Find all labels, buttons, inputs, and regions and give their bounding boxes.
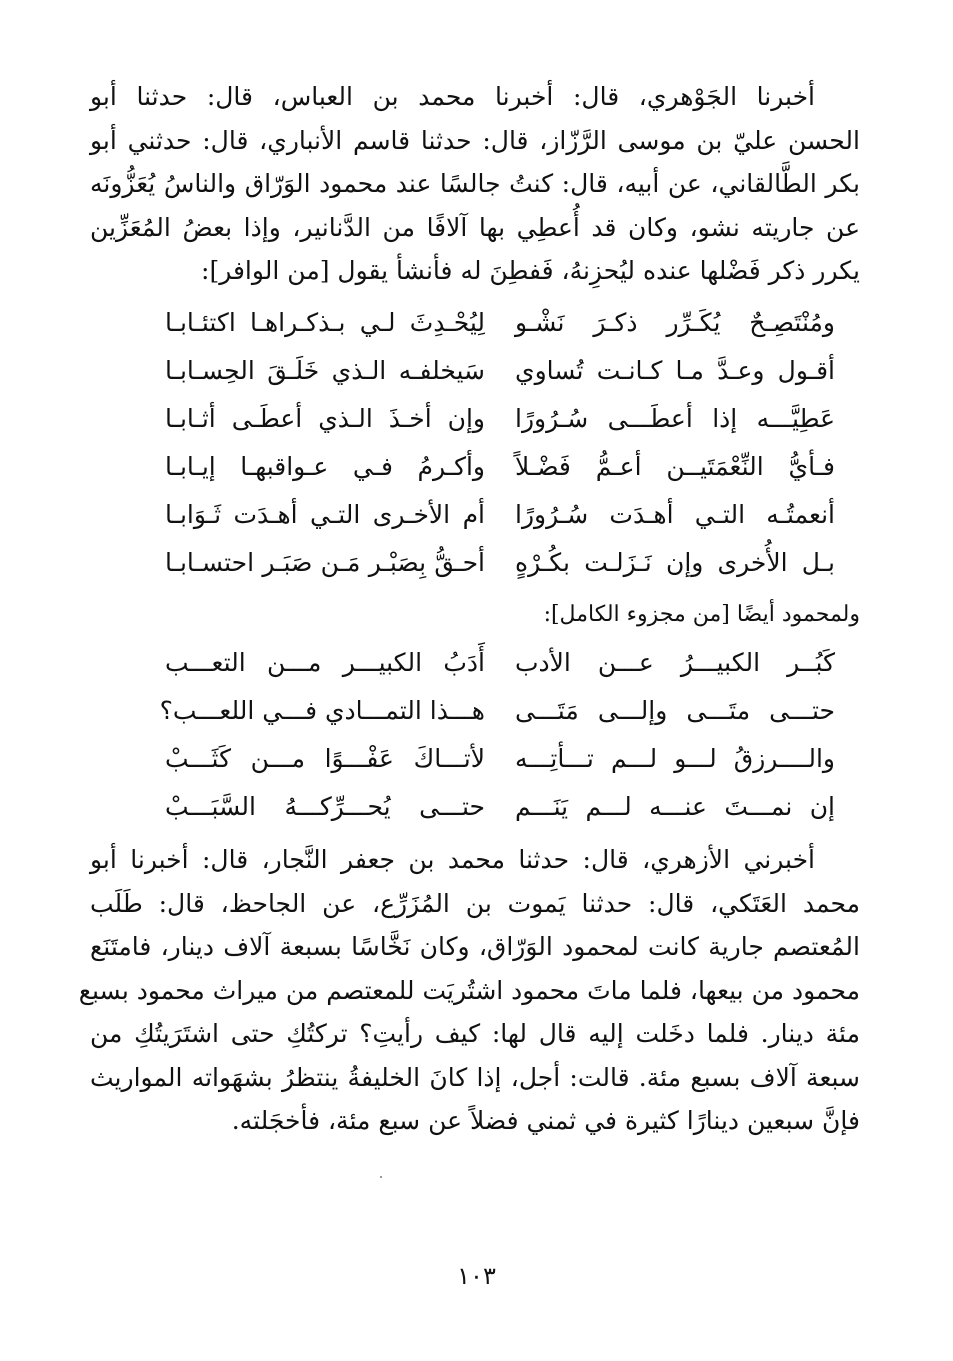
paragraph-1-line: يكرر ذكر فَضْلها عنده ليُحزِنهُ، فَفطِنَ له فأنشأ يقول [من الوافر]: xyxy=(201,256,860,285)
paragraph-1 xyxy=(90,75,860,293)
verse-second-hemistich: أم الأخـرى التـي أهـدَت ثَـوَابـا xyxy=(165,499,485,529)
verse-second-hemistich: وإن أخـذَ الـذي أعطَـى أثـابـا xyxy=(165,403,485,433)
paragraph-2-line: مئة دينار. فلما دخَلت إليه قال لها: كيف رأيتِ؟ تركتُكِ حتى اشتَرَيتُكِ من xyxy=(90,1019,860,1048)
verse-first-hemistich: فـأيُّ النِّعْمَتَيــن أعـمُّ فَضْـلاً xyxy=(515,451,835,481)
paragraph-2 xyxy=(78,838,860,1143)
verse-first-hemistich: أنعمتُـه التـي أهـدَت سُـرُورًا xyxy=(515,499,835,529)
poem-1 xyxy=(165,298,835,586)
verse xyxy=(165,442,835,490)
verse-second-hemistich: هـــذا التمـــادي فـــي اللعـــب؟ xyxy=(159,695,485,725)
verse-second-hemistich: أَدَبُ الكبيـــر مـــن التعـــب xyxy=(165,647,485,677)
paragraph-2-line: محمود من بيعها، فلما ماتَ محمود اشتُريَت للمعتصم من ميراث محمود بسبع xyxy=(78,975,860,1005)
verse-second-hemistich: حتـــى يُحـــرِّكـــهُ السَّبَـــبْ xyxy=(165,791,485,821)
verse xyxy=(165,490,835,538)
verse-second-hemistich: أحـقُّ بِصَبْـر مَـن صَبَـر احتسـابـا xyxy=(165,547,485,577)
paragraph-2-line: محمد العَتَكي، قال: حدثنا يَموت بن المُزَرِّع، عن الجاحظ، قال: طَلَب xyxy=(90,888,860,918)
verse xyxy=(165,538,835,586)
verse xyxy=(165,638,835,686)
verse xyxy=(165,298,835,346)
verse-first-hemistich: بـل الأُخرى وإن نَـزَلـت بكُـرْهٍ xyxy=(515,547,835,577)
print-speck xyxy=(380,1176,382,1178)
page-number: ١٠٣ xyxy=(457,1262,496,1290)
verse xyxy=(159,686,835,734)
verse xyxy=(165,346,835,394)
paragraph-2-line: أخبرني الأزهري، قال: حدثنا محمد بن جعفر النَّجار، قال: أخبرنا أبو xyxy=(90,845,815,874)
verse xyxy=(165,782,835,830)
paragraph-1-line: أخبرنا الجَوْهري، قال: أخبرنا محمد بن العباس، قال: حدثنا أبو xyxy=(90,82,815,111)
verse xyxy=(165,734,835,782)
paragraph-2-line: فإنَّ سبعين دينارًا كثيرة في ثمني فضلاً عن سبع مئة، فأخجَلته. xyxy=(231,1106,860,1135)
paragraph-1-line: الحسن عليّ بن موسى الرَّزّاز، قال: حدثنا قاسم الأنباري، قال: حدثني أبو xyxy=(90,125,860,155)
paragraph-1-line: عن جاريته نشو، وكان قد أُعطِي بها آلافًا من الدَّنانير، وإذا بعضُ المُعَزِّين xyxy=(90,212,860,242)
paragraph-1-line: بكر الطَّالقاني، عن أبيه، قال: كنتُ جالسًا عند محمود الوَرّاق والناسُ يُعَزُّونَه xyxy=(90,169,860,198)
verse-first-hemistich: عَطِيَّـــه إذا أعطَـــى سُـرُورًا xyxy=(515,403,835,433)
verse-first-hemistich: أقـول وعـدَّ مـا كـانـت تُساوي xyxy=(515,355,835,385)
verse-first-hemistich: حتـــى متَـــى وإلـــى مَتَـــى xyxy=(515,695,835,725)
paragraph-2-line: سبعة آلاف بسبع مئة. قالت: أجل، إذا كانَ الخليفةُ ينتظرُ بشهَواته المواريث xyxy=(90,1062,860,1092)
verse-second-hemistich: سَيخلفـه الـذي خَلَـقَ الحِسـابـا xyxy=(165,355,485,385)
paragraph-2-line: المُعتصم جارية كانت لمحمود الوَرّاق، وكان نَخَّاسًا بسبعة آلاف دينار، فامتَنَع xyxy=(90,932,860,961)
verse-second-hemistich: وأكـرمُ فـي عـواقبهـا إيـابـا xyxy=(165,451,485,481)
verse-first-hemistich: ومُنْتَصِـحٌ يُكَـرِّر ذكـرَ نَشْـو xyxy=(515,307,835,337)
verse xyxy=(165,394,835,442)
verse-first-hemistich: إن نمـــتَ عنـــه لـــم يَنَـــم xyxy=(515,791,835,821)
poem-2-intro: ولمحمود أيضًا [من مجزوء الكامل]: xyxy=(543,602,860,627)
verse-second-hemistich: لِيُحْـدِثَ لـي بـذكـراهـا اكتئـابـا xyxy=(165,307,485,337)
verse-first-hemistich: والــــرزقُ لـــو لـــم تـــأتِـــه xyxy=(515,743,835,773)
poem-2 xyxy=(159,638,835,830)
verse-second-hemistich: لأتـــاكَ عَفْـــوًا مـــن كَثَـــبْ xyxy=(165,743,485,773)
verse-first-hemistich: كَبُــر الكبيـــرُ عـــن الأدب xyxy=(515,647,835,677)
